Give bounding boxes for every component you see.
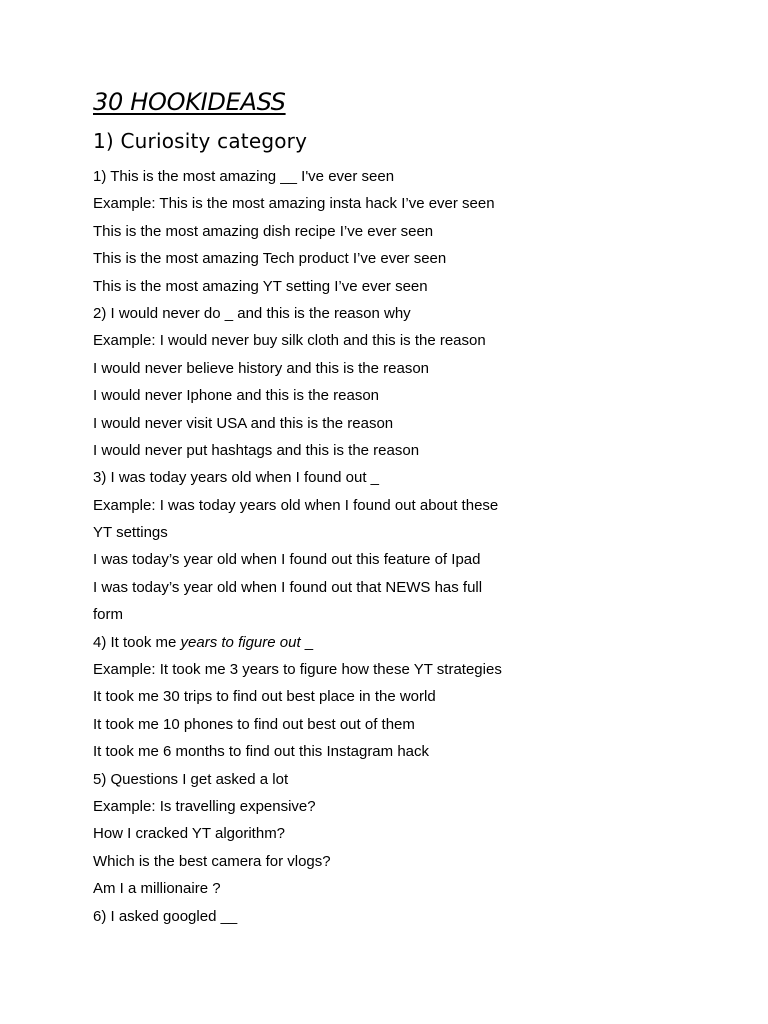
text-line: 2) I would never do _ and this is the reason why [93, 304, 411, 322]
text-line: This is the most amazing Tech product I’ve ever seen [93, 250, 447, 268]
text-line: This is the most amazing YT setting I’ve ever seen [93, 277, 428, 295]
text-line: form [93, 606, 123, 624]
text-line: Example: Is travelling expensive? [93, 797, 316, 815]
section-heading: 1) Curiosity category [93, 129, 308, 153]
text-line: I would never visit USA and this is the reason [93, 414, 394, 432]
text-line: How I cracked YT algorithm? [93, 825, 286, 843]
text-line: I was today’s year old when I found out this feature of Ipad [93, 551, 481, 569]
text-line: I would never put hashtags and this is the reason [93, 441, 420, 459]
text-line: YT settings [93, 524, 168, 542]
text-line: Example: It took me 3 years to figure how these YT strategies [93, 661, 502, 679]
hook-ideas-list [93, 163, 693, 930]
text-line: It took me 10 phones to find out best out of them [93, 715, 415, 733]
text-line: Which is the best camera for vlogs? [93, 852, 331, 870]
text-line: Example: I was today years old when I found out about these [93, 496, 499, 514]
line-prefix: 4) It took me [93, 633, 181, 651]
line-suffix: _ [300, 633, 314, 651]
text-line: It took me 30 trips to find out best place in the world [93, 688, 436, 706]
text-line: Example: This is the most amazing insta hack I’ve ever seen [93, 195, 495, 213]
text-line: I would never believe history and this is the reason [93, 359, 430, 377]
text-line: I would never Iphone and this is the reason [93, 387, 380, 405]
text-line: 6) I asked googled __ [93, 907, 238, 925]
text-line: This is the most amazing dish recipe I’ve ever seen [93, 222, 434, 240]
text-line: 5) Questions I get asked a lot [93, 770, 289, 788]
text-line: It took me 6 months to find out this Instagram hack [93, 743, 429, 761]
text-line: Am I a millionaire ? [93, 880, 221, 898]
text-line: I was today’s year old when I found out that NEWS has full [93, 578, 483, 596]
line-italic-phrase: years to figure out [180, 633, 301, 651]
document-title: 30 HOOKIDEASS [93, 88, 286, 116]
text-line [93, 629, 693, 656]
text-line: 3) I was today years old when I found out _ [93, 469, 380, 487]
text-line: Example: I would never buy silk cloth and this is the reason [93, 332, 486, 350]
text-line: 1) This is the most amazing __ I've ever seen [93, 168, 395, 185]
